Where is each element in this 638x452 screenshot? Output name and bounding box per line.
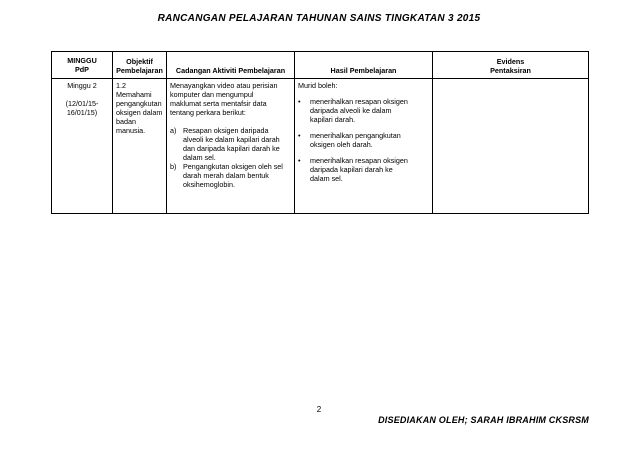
objective-line: manusia.	[116, 126, 146, 135]
header-objektif-line1: Objektif	[126, 57, 153, 66]
header-minggu-line1: MINGGU	[67, 55, 97, 65]
activity-intro-line: maklumat serta mentafsir data	[170, 99, 267, 108]
page-number: 2	[316, 405, 322, 414]
outcome-cell	[295, 79, 433, 214]
prepared-by-footer: DISEDIAKAN OLEH; SARAH IBRAHIM CKSRSM	[378, 415, 589, 425]
week-date-start: (12/01/15-	[65, 99, 99, 108]
objective-cell	[113, 79, 167, 214]
activity-item-line: oksihemoglobin.	[183, 180, 235, 189]
activity-item-line: Pengangkutan oksigen oleh sel	[183, 162, 283, 171]
bullet-icon: •	[298, 156, 301, 165]
header-hasil: Hasil Pembelajaran	[295, 52, 433, 79]
header-objektif	[113, 52, 167, 79]
outcome-item	[298, 131, 429, 149]
activity-list	[170, 126, 291, 189]
activity-item-letter: a)	[170, 126, 177, 135]
table-row	[52, 79, 589, 214]
bullet-icon: •	[298, 97, 301, 106]
activity-intro-line: komputer dan mengumpul	[170, 90, 254, 99]
activity-item-line: dan daripada kapilari darah ke	[183, 144, 280, 153]
header-objektif-line2: Pembelajaran	[116, 66, 163, 75]
objective-line: 1.2	[116, 81, 126, 90]
lesson-plan-table	[51, 51, 589, 214]
activity-item-letter: b)	[170, 162, 177, 171]
table-header-row	[52, 52, 589, 79]
outcome-item	[298, 156, 429, 183]
week-date-end: 16/01/15)	[66, 108, 98, 117]
activity-item-line: darah merah dalam bentuk	[183, 171, 269, 180]
header-cadangan: Cadangan Aktiviti Pembelajaran	[167, 52, 295, 79]
outcome-list	[298, 97, 429, 183]
activity-item-line: Resapan oksigen daripada	[183, 126, 269, 135]
evidence-cell	[433, 79, 589, 214]
bullet-icon: •	[298, 131, 301, 140]
week-cell	[52, 79, 113, 214]
outcome-intro: Murid boleh:	[298, 81, 338, 90]
header-minggu	[52, 52, 113, 79]
objective-line: pengangkutan	[116, 99, 162, 108]
document-title: RANCANGAN PELAJARAN TAHUNAN SAINS TINGKATAN 3 2015	[157, 13, 481, 24]
header-evidens-line1: Evidens	[496, 57, 525, 66]
activity-cell	[167, 79, 295, 214]
outcome-line: menerihalkan resapan oksigen	[310, 97, 408, 106]
header-minggu-line2: PdP	[75, 64, 89, 74]
outcome-line: dalam sel.	[310, 174, 343, 183]
activity-item-line: alveoli ke dalam kapilari darah	[183, 135, 280, 144]
activity-item-line: dalam sel.	[183, 153, 216, 162]
activity-intro-line: tentang perkara berikut:	[170, 108, 246, 117]
week-label: Minggu 2	[67, 81, 97, 90]
header-evidens	[433, 52, 589, 79]
outcome-line: oksigen oleh darah.	[310, 140, 373, 149]
outcome-line: daripada kapilari darah ke	[310, 165, 393, 174]
outcome-line: daripada alveoli ke dalam	[310, 106, 392, 115]
objective-line: Memahami	[116, 90, 152, 99]
activity-item	[170, 126, 291, 162]
activity-item	[170, 162, 291, 189]
outcome-line: kapilari darah.	[310, 115, 356, 124]
outcome-line: menerihalkan pengangkutan	[310, 131, 401, 140]
objective-line: oksigen dalam	[116, 108, 163, 117]
activity-intro-line: Menayangkan video atau perisian	[170, 81, 278, 90]
header-evidens-line2: Pentaksiran	[490, 66, 531, 75]
objective-line: badan	[116, 117, 136, 126]
outcome-line: menerihalkan resapan oksigen	[310, 156, 408, 165]
outcome-item	[298, 97, 429, 124]
